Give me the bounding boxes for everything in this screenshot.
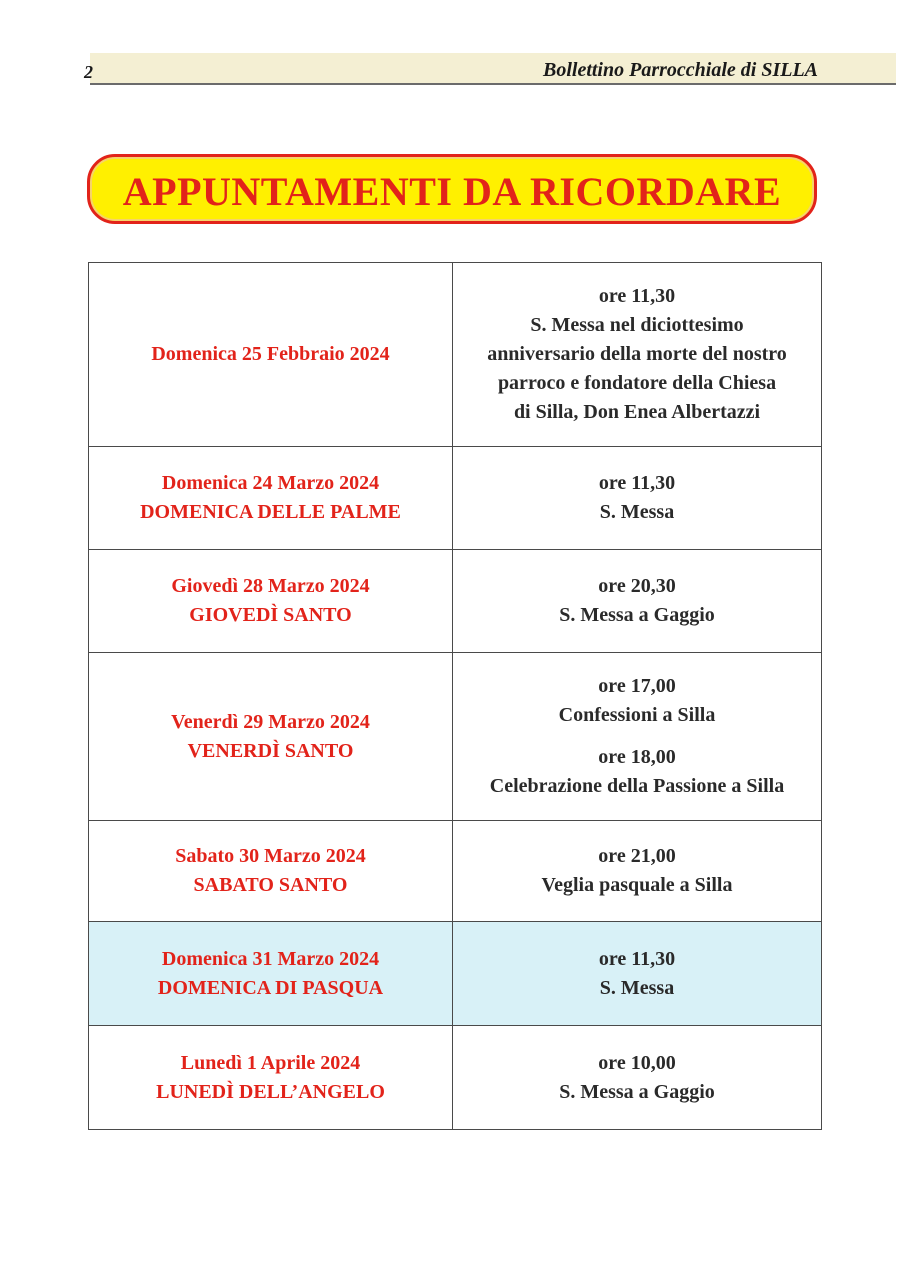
event-cell [453, 922, 822, 1026]
date-cell [89, 447, 453, 550]
event-time: ore 21,00 [598, 845, 676, 867]
schedule-row [89, 550, 822, 653]
event-description: Celebrazione della Passione a Silla [489, 775, 785, 797]
event-group [461, 282, 813, 427]
date-label: Lunedì 1 Aprile 2024 [180, 1051, 361, 1074]
event-time: ore 18,00 [598, 746, 676, 768]
event-description: S. Messa a Gaggio [559, 1080, 715, 1103]
event-time: ore 11,30 [598, 472, 676, 494]
schedule-table [88, 262, 822, 1130]
event-group [461, 672, 813, 730]
event-cell [453, 447, 822, 550]
event-cell [453, 821, 822, 922]
event-description: Veglia pasquale a Silla [541, 874, 733, 896]
event-group [461, 743, 813, 801]
schedule-row [89, 821, 822, 922]
page-title: APPUNTAMENTI DA RICORDARE [122, 168, 782, 214]
schedule-row-highlighted [89, 922, 822, 1026]
event-description: anniversario della morte del nostro [487, 343, 787, 365]
occasion-label: SABATO SANTO [193, 874, 348, 896]
event-time: ore 11,30 [598, 947, 676, 970]
event-time: ore 11,30 [598, 285, 676, 307]
event-group [461, 469, 813, 527]
event-cell [453, 550, 822, 653]
date-cell [89, 922, 453, 1026]
publication-title: Bollettino Parrocchiale di SILLA [542, 59, 818, 81]
event-description: S. Messa nel diciottesimo [530, 314, 744, 336]
date-label: Venerdì 29 Marzo 2024 [171, 710, 370, 733]
event-description: S. Messa [599, 976, 675, 999]
occasion-label: DOMENICA DELLE PALME [140, 501, 401, 523]
event-description: di Silla, Don Enea Albertazzi [513, 401, 761, 423]
event-description: S. Messa [599, 501, 675, 523]
page-number: 2 [84, 62, 93, 82]
event-time: ore 10,00 [598, 1051, 676, 1074]
schedule-row [89, 263, 822, 447]
date-cell [89, 821, 453, 922]
date-label: Domenica 24 Marzo 2024 [161, 472, 380, 494]
schedule-row [89, 1026, 822, 1130]
event-cell [453, 263, 822, 447]
date-label: Domenica 25 Febbraio 2024 [151, 343, 390, 365]
event-group [461, 572, 813, 630]
event-cell [453, 1026, 822, 1130]
title-banner [87, 154, 817, 224]
date-label: Giovedì 28 Marzo 2024 [171, 575, 370, 597]
schedule-row [89, 653, 822, 821]
date-cell [89, 1026, 453, 1130]
schedule-row [89, 447, 822, 550]
date-label: Sabato 30 Marzo 2024 [175, 845, 366, 867]
event-group [461, 945, 813, 1003]
date-cell [89, 653, 453, 821]
occasion-label: DOMENICA DI PASQUA [157, 976, 384, 999]
date-cell [89, 263, 453, 447]
occasion-label: VENERDÌ SANTO [187, 739, 354, 762]
event-group [461, 842, 813, 900]
occasion-label: LUNEDÌ DELL’ANGELO [156, 1080, 385, 1103]
date-cell [89, 550, 453, 653]
event-description: S. Messa a Gaggio [559, 604, 715, 626]
event-cell [453, 653, 822, 821]
event-description: parroco e fondatore della Chiesa [497, 372, 777, 394]
event-description: Confessioni a Silla [558, 704, 716, 726]
occasion-label: GIOVEDÌ SANTO [189, 604, 352, 626]
event-group [461, 1049, 813, 1107]
event-time: ore 17,00 [598, 675, 676, 697]
event-time: ore 20,30 [598, 575, 676, 597]
date-label: Domenica 31 Marzo 2024 [161, 947, 380, 970]
